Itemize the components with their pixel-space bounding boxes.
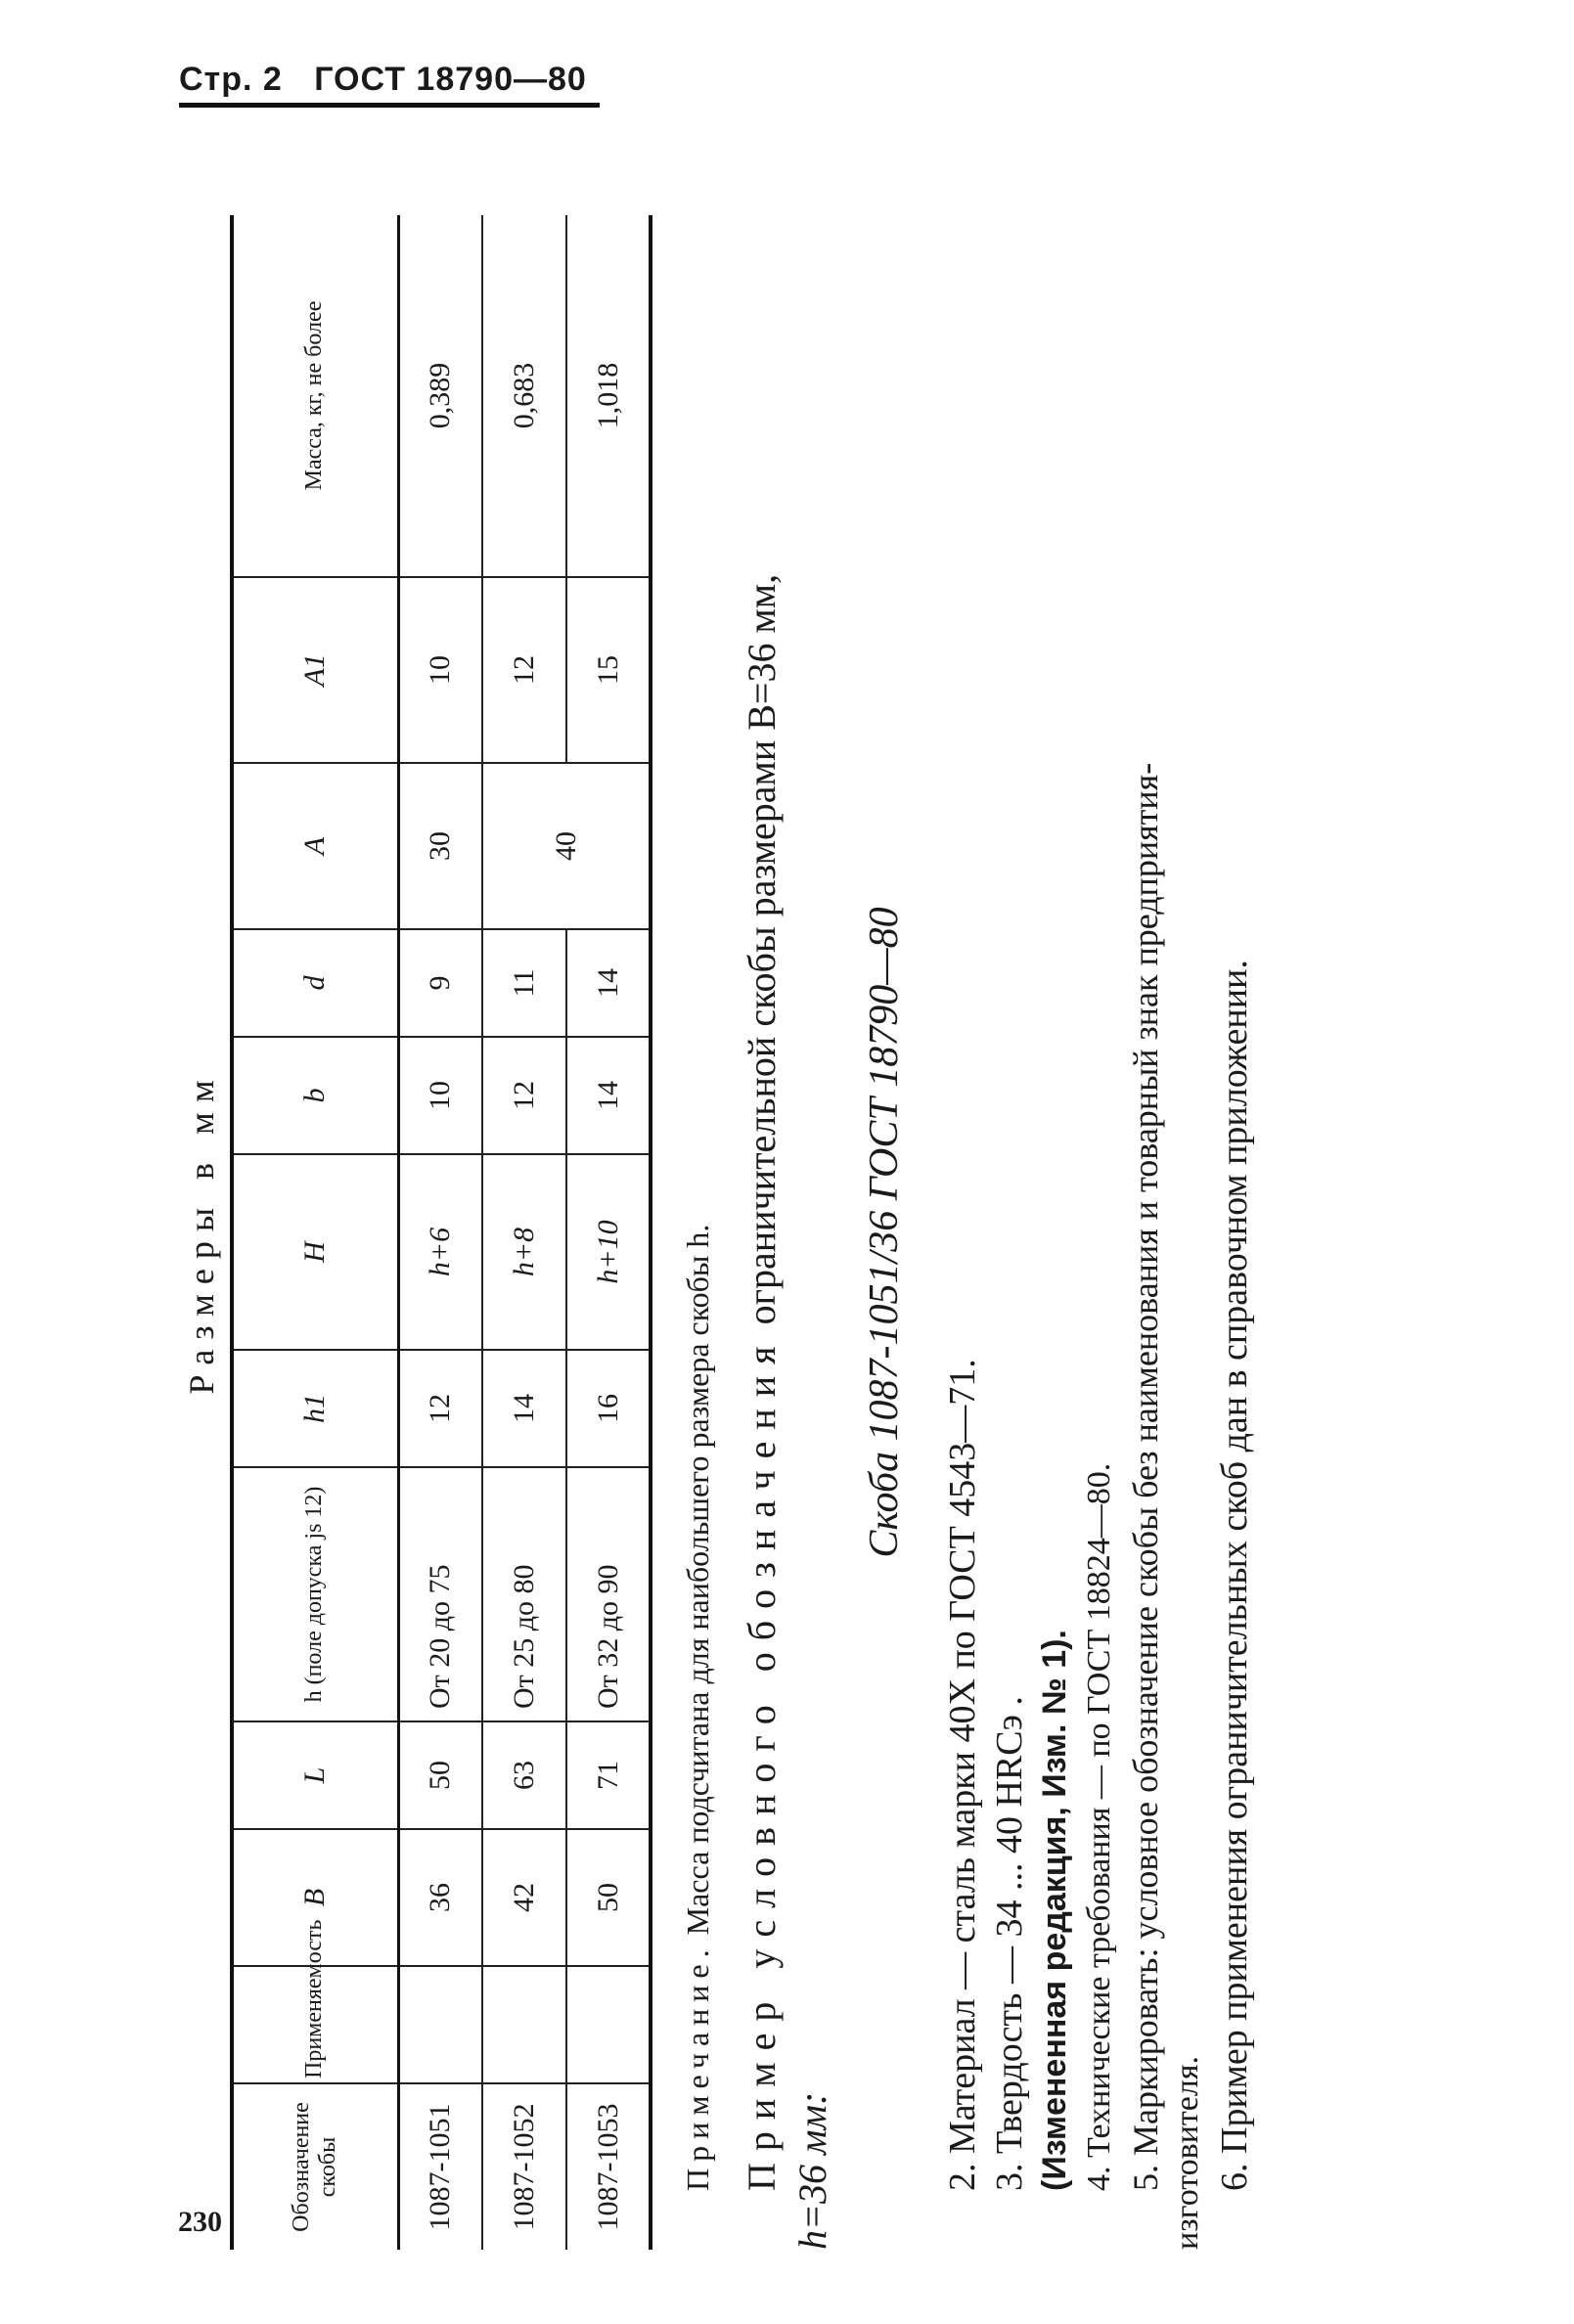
col-header-h: h (поле допуска js 12) [232,1467,398,1721]
item-marking: 5. Маркировать: условное обозначение скобы без наименования и товарный знак предприятия- [1126,762,1165,2191]
cell-h1: 14 [482,1350,566,1467]
cell-L: 50 [398,1721,482,1829]
cell-applicability [398,1966,482,2083]
dimensions-table [230,215,652,2250]
col-header-h1: h1 [232,1350,398,1467]
cell-mass: 1,018 [566,215,651,577]
cell-b: 10 [398,1037,482,1154]
cell-H: h+8 [482,1154,566,1350]
cell-L: 71 [566,1721,651,1829]
page-label: Стр. 2 [179,61,283,98]
example-rest: ограничительной скобы размерами B=36 мм, [740,573,784,1325]
item-revision: (Измененная редакция, Изм. № 1). [1036,1630,1073,2191]
cell-d: 9 [398,929,482,1037]
item-tech-requirements: 4. Технические требования — по ГОСТ 18824—80. [1081,1462,1117,2191]
col-header-A1: A1 [232,577,398,763]
cell-h: От 32 до 90 [566,1467,651,1721]
item-marking-cont: изготовителя. [1169,2056,1205,2250]
col-header-B: B [232,1829,398,1966]
cell-b: 12 [482,1037,566,1154]
col-header-applicability: Применяемость [232,1966,398,2083]
cell-L: 63 [482,1721,566,1829]
note-label: Примечание. [680,1943,715,2191]
cell-d: 11 [482,929,566,1037]
table-row [566,215,651,2250]
cell-designation: 1087-1053 [591,2103,624,2231]
cell-h1: 12 [398,1350,482,1467]
designation-example: Скоба 1087-1051/36 ГОСТ 18790—80 [862,907,907,1558]
cell-mass: 0,683 [482,215,566,577]
cell-applicability [566,1966,651,2083]
item-usage-example: 6. Пример применения ограничительных скоб дан в справочном приложении. [1214,960,1255,2191]
col-header-b: b [232,1037,398,1154]
cell-A: 30 [398,763,482,929]
example-line-1 [739,156,785,2250]
cell-H: h+10 [566,1154,651,1350]
table-row [398,215,482,2250]
col-header-A: A [232,763,398,929]
col-header-mass: Масса, кг, не более [232,215,398,577]
cell-H: h+6 [398,1154,482,1350]
cell-A: 40 [482,763,651,929]
cell-h: От 25 до 80 [482,1467,566,1721]
table-row [482,215,566,2250]
rotated-content [171,215,1255,2250]
page-number: 230 [178,2206,222,2238]
table-note [680,156,716,2250]
cell-h: От 20 до 75 [398,1467,482,1721]
cell-designation: 1087-1052 [508,2103,540,2231]
note-text: Масса подсчитана для наибольшего размера скобы h. [680,1224,715,1936]
col-header-d: d [232,929,398,1037]
cell-designation: 1087-1051 [424,2103,457,2231]
page-header [179,61,600,108]
col-header-L: L [232,1721,398,1829]
units-caption: Размеры в мм [182,1070,221,1395]
cell-mass: 0,389 [398,215,482,577]
item-hardness: 3. Твердость — 34 ... 40 HRCэ . [989,1696,1030,2191]
cell-h1: 16 [566,1350,651,1467]
cell-applicability [482,1966,566,2083]
table-header-row [232,215,398,2250]
example-line-2: h=36 мм: [790,2091,834,2250]
col-header-H: H [232,1154,398,1350]
cell-A1: 12 [482,577,566,763]
example-lead: Пример условного обозначения [740,1334,784,2191]
item-material: 2. Материал — сталь марки 40Х по ГОСТ 4543—71. [942,1359,983,2191]
cell-B: 42 [482,1829,566,1966]
cell-b: 14 [566,1037,651,1154]
cell-A1: 15 [566,577,651,763]
cell-A1: 10 [398,577,482,763]
col-header-designation: Обозначение скобы [288,2102,341,2232]
cell-d: 14 [566,929,651,1037]
cell-B: 36 [398,1829,482,1966]
standard-number: ГОСТ 18790—80 [314,61,587,98]
cell-B: 50 [566,1829,651,1966]
